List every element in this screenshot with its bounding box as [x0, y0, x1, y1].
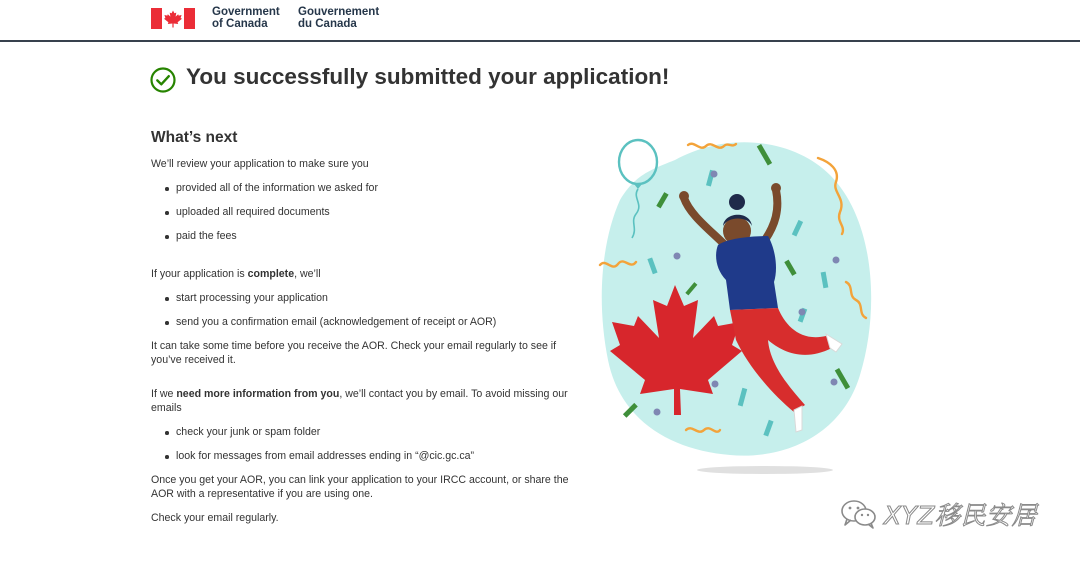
- list-item: check your junk or spam folder: [151, 425, 581, 439]
- celebration-illustration: [590, 130, 890, 480]
- more-suffix: , we’ll contact you by email. To avoid missing our emails: [151, 388, 568, 414]
- gc-name-french[interactable]: [298, 7, 379, 30]
- complete-bold: complete: [247, 268, 295, 280]
- gc-name-fr-line2: du Canada: [298, 17, 357, 30]
- gc-name-fr-line1: Gouvernement: [298, 6, 380, 18]
- whats-next-section: [151, 128, 581, 525]
- complete-prefix: If your application is: [151, 268, 248, 280]
- gc-header: [0, 0, 1080, 42]
- list-item: uploaded all required documents: [151, 205, 581, 219]
- gc-name-en-line2: of Canada: [212, 17, 268, 30]
- list-item: paid the fees: [151, 229, 581, 243]
- complete-list: [151, 291, 581, 329]
- email-list: [151, 425, 581, 463]
- complete-intro: [151, 267, 581, 281]
- gc-name-english[interactable]: [212, 7, 280, 30]
- final-note: Check your email regularly.: [151, 512, 279, 524]
- list-item: send you a confirmation email (acknowledgement of receipt or AOR): [151, 315, 581, 329]
- review-list: [151, 181, 581, 243]
- complete-suffix: , we’ll: [294, 268, 321, 280]
- ground-shadow: [697, 466, 833, 474]
- gc-name-en-line1: Government: [212, 6, 280, 18]
- check-circle-icon: [150, 67, 176, 93]
- page-title: You successfully submitted your application!: [186, 64, 670, 89]
- list-item: look for messages from email addresses ending in “@cic.gc.ca”: [151, 449, 581, 463]
- canada-flag-icon[interactable]: [151, 8, 195, 29]
- aor-note: It can take some time before you receive the AOR. Check your email regularly to see if you’ve received it.: [151, 340, 557, 366]
- watermark: [840, 498, 1037, 530]
- watermark-text: XYZ移民安居: [884, 501, 1038, 530]
- wechat-icon: [840, 499, 878, 529]
- list-item: provided all of the information we asked for: [151, 181, 581, 195]
- list-item: start processing your application: [151, 291, 581, 305]
- review-intro: We’ll review your application to make sure you: [151, 158, 369, 170]
- more-prefix: If we: [151, 388, 177, 400]
- whats-next-heading: What’s next: [151, 129, 238, 146]
- more-bold: need more information from you: [176, 388, 340, 400]
- more-info-intro: [151, 387, 581, 415]
- link-note: Once you get your AOR, you can link your application to your IRCC account, or share the AOR with a representative if you are using one.: [151, 474, 569, 500]
